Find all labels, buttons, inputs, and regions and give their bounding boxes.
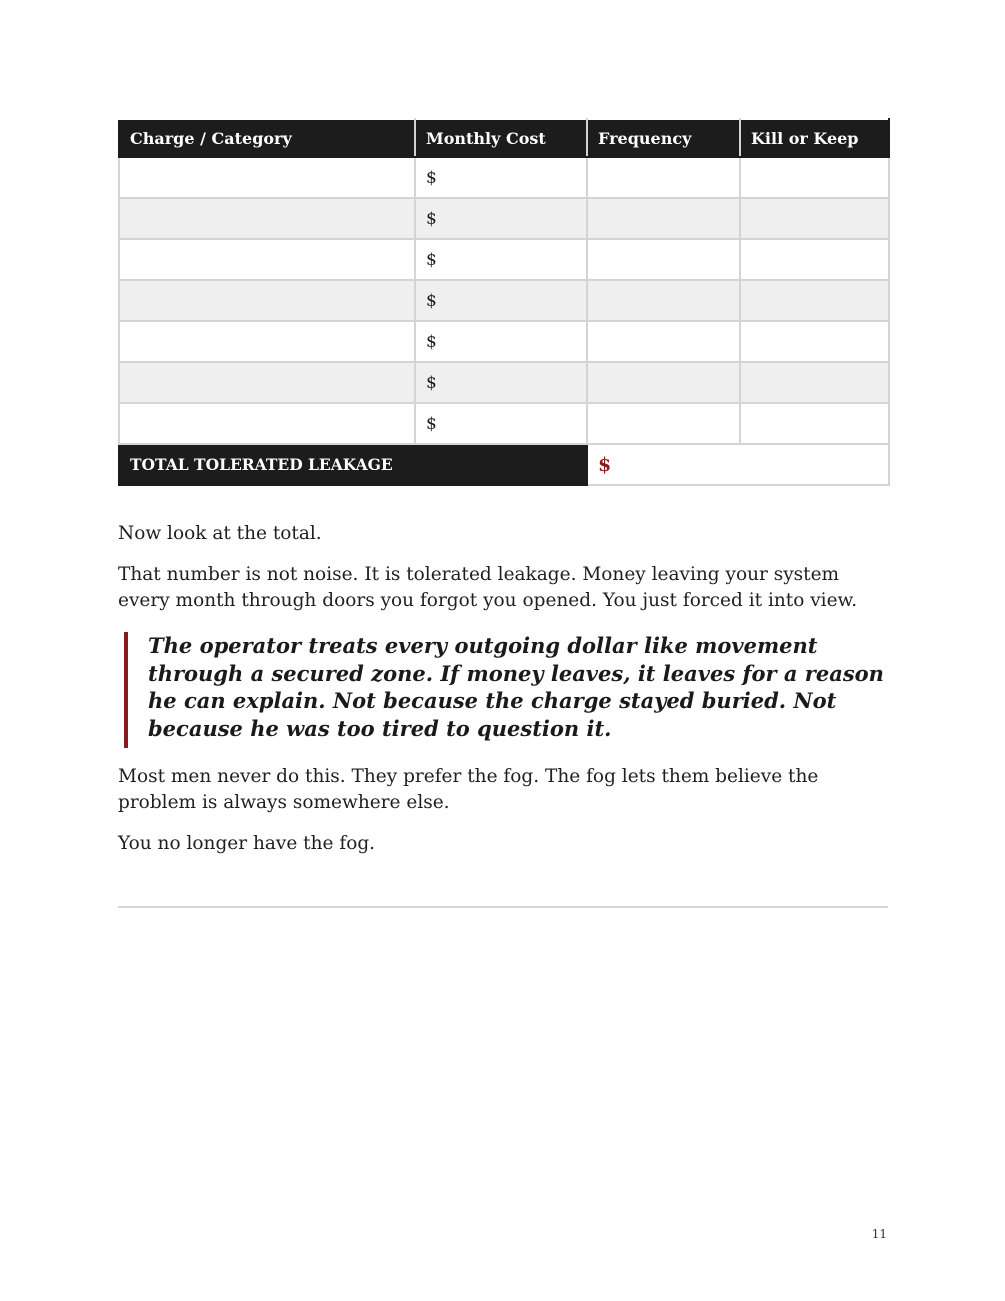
kill-keep-cell[interactable] — [740, 198, 889, 239]
section-divider — [118, 906, 888, 908]
header-frequency: Frequency — [587, 119, 740, 157]
paragraph-prefer-fog: Most men never do this. They prefer the fog. The fog lets them believe the problem is always somewhere else. — [118, 766, 819, 813]
kill-keep-cell[interactable] — [740, 280, 889, 321]
cost-cell[interactable]: $ — [415, 362, 587, 403]
frequency-cell[interactable] — [587, 198, 740, 239]
charge-cell[interactable] — [119, 362, 415, 403]
table-row — [119, 280, 889, 321]
header-charge-category: Charge / Category — [119, 119, 415, 157]
table-row — [119, 239, 889, 280]
kill-keep-cell[interactable] — [740, 403, 889, 444]
cost-cell[interactable]: $ — [415, 198, 587, 239]
cost-cell[interactable]: $ — [415, 321, 587, 362]
kill-keep-cell[interactable] — [740, 321, 889, 362]
kill-keep-cell[interactable] — [740, 362, 889, 403]
frequency-cell[interactable] — [587, 157, 740, 198]
frequency-cell[interactable] — [587, 280, 740, 321]
table-row — [119, 157, 889, 198]
paragraph-tolerated-leakage: That number is not noise. It is tolerated leakage. Money leaving your system every month through doors you forgot you opened. You just forced it into view. — [118, 564, 858, 611]
cost-cell[interactable]: $ — [415, 280, 587, 321]
table-row — [119, 321, 889, 362]
total-label: TOTAL TOLERATED LEAKAGE — [119, 444, 587, 485]
kill-keep-cell[interactable] — [740, 239, 889, 280]
page-number: 11 — [871, 1227, 887, 1241]
frequency-cell[interactable] — [587, 362, 740, 403]
pull-quote — [124, 632, 888, 748]
charge-cell[interactable] — [119, 280, 415, 321]
paragraph-look-at-total: Now look at the total. — [118, 523, 322, 544]
pull-quote-text: The operator treats every outgoing dollar like movement through a secured zone. If money leaves, it leaves for a reason he can explain. Not because the charge stayed buried. Not because he was too tired to question it. — [148, 633, 884, 741]
total-row — [119, 444, 889, 485]
paragraph-no-fog: You no longer have the fog. — [118, 833, 376, 854]
total-value-cell[interactable]: $ — [587, 444, 889, 485]
table-row — [119, 362, 889, 403]
charge-cell[interactable] — [119, 239, 415, 280]
kill-keep-cell[interactable] — [740, 157, 889, 198]
table-row — [119, 403, 889, 444]
header-kill-or-keep: Kill or Keep — [740, 119, 889, 157]
frequency-cell[interactable] — [587, 239, 740, 280]
frequency-cell[interactable] — [587, 403, 740, 444]
table-row — [119, 198, 889, 239]
leakage-table — [118, 118, 890, 486]
cost-cell[interactable]: $ — [415, 157, 587, 198]
charge-cell[interactable] — [119, 321, 415, 362]
charge-cell[interactable] — [119, 157, 415, 198]
header-monthly-cost: Monthly Cost — [415, 119, 587, 157]
table-header-row — [119, 119, 889, 157]
cost-cell[interactable]: $ — [415, 403, 587, 444]
charge-cell[interactable] — [119, 198, 415, 239]
frequency-cell[interactable] — [587, 321, 740, 362]
charge-cell[interactable] — [119, 403, 415, 444]
cost-cell[interactable]: $ — [415, 239, 587, 280]
